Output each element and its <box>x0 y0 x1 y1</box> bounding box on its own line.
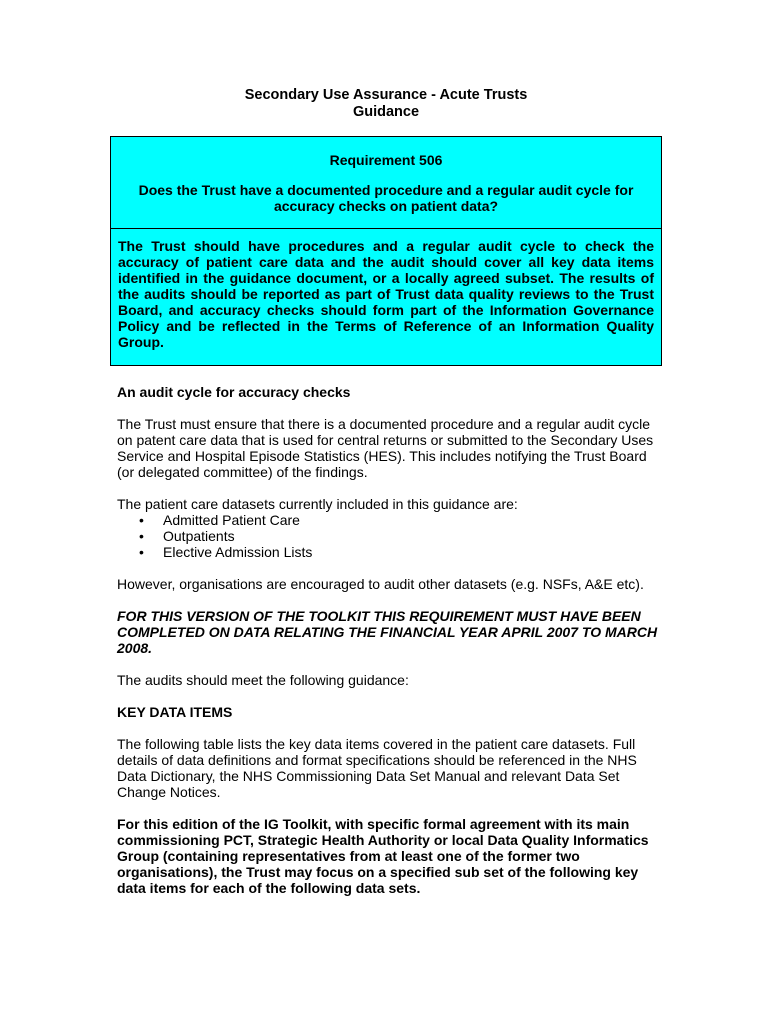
list-item: • Outpatients <box>139 528 662 544</box>
requirement-box <box>110 136 662 366</box>
paragraph-other-datasets: However, organisations are encouraged to audit other datasets (e.g. NSFs, A&E etc). <box>117 576 644 592</box>
toolkit-version-notice: FOR THIS VERSION OF THE TOOLKIT THIS REQUIREMENT MUST HAVE BEEN COMPLETED ON DATA RELATING THE FINANCIAL YEAR APRIL 2007 TO MARCH 2008. <box>117 608 658 656</box>
requirement-header <box>111 137 661 229</box>
title-line-1: Secondary Use Assurance - Acute Trusts <box>244 87 528 103</box>
requirement-question: Does the Trust have a documented procedure and a regular audit cycle for accuracy checks on patient data? <box>138 182 634 214</box>
paragraph-key-data-items: The following table lists the key data items covered in the patient care datasets. Full details of data definitions and format specifications should be referenced in the NHS Data Dictionary, the NHS Commissioning Data Set Manual and relevant Data Set Change Notices. <box>117 736 637 800</box>
requirement-number: Requirement 506 <box>329 152 443 168</box>
title-line-2: Guidance <box>352 104 420 120</box>
paragraph-ig-toolkit-edition: For this edition of the IG Toolkit, with specific formal agreement with its main commissioning PCT, Strategic Health Authority or local Data Quality Informatics Group (containing representatives from at least one of the former two organisations), the Trust may focus on a specified sub set of the following key data items for each of the following data sets. <box>117 816 649 896</box>
document-body <box>117 384 662 896</box>
section-heading-audit-cycle: An audit cycle for accuracy checks <box>117 384 351 400</box>
requirement-statement: The Trust should have procedures and a regular audit cycle to check the accuracy of patient care data and the audit should cover all key data items identified in the guidance document, or a locally agreed subset. The results of the audits should be reported as part of Trust data quality reviews to the Trust Board, and accuracy checks should form part of the Information Governance Policy and be reflected in the Terms of Reference of an Information Quality Group. <box>118 238 654 350</box>
paragraph-guidance-intro: The audits should meet the following guidance: <box>117 672 409 688</box>
dataset-list <box>117 512 662 560</box>
list-item: • Elective Admission Lists <box>139 544 662 560</box>
document-title <box>110 87 662 121</box>
paragraph-audit-procedure: The Trust must ensure that there is a documented procedure and a regular audit cycle on patent care data that is used for central returns or submitted to the Secondary Uses Service and Hospital Episode Statistics (HES). This includes notifying the Trust Board (or delegated committee) of the findings. <box>117 416 654 480</box>
list-item: • Admitted Patient Care <box>139 512 662 528</box>
paragraph-datasets-intro: The patient care datasets currently included in this guidance are: <box>117 496 518 512</box>
section-heading-key-data-items: KEY DATA ITEMS <box>117 704 233 720</box>
